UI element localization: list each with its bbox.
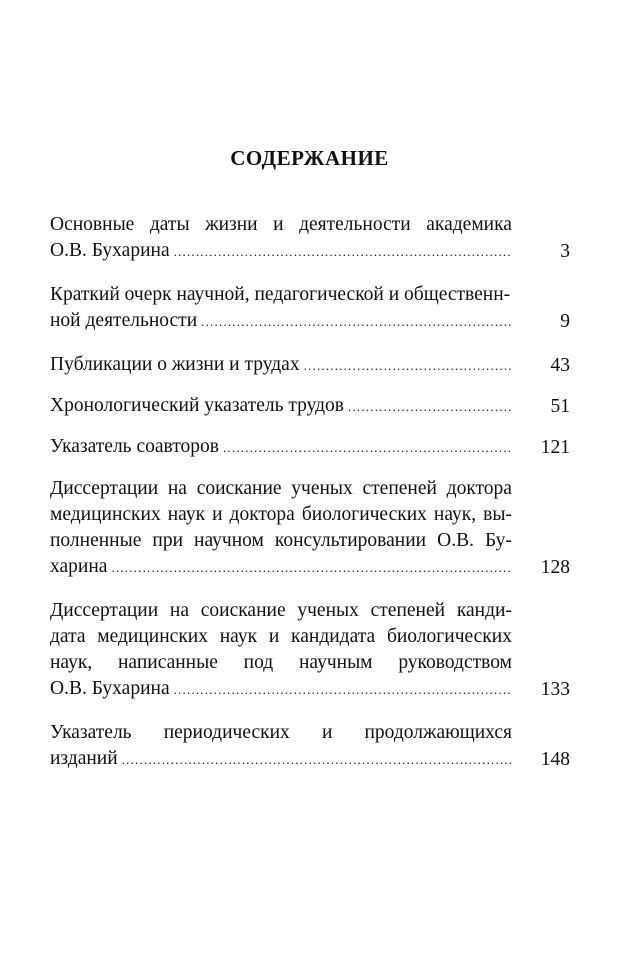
toc-page-number: 51 xyxy=(550,396,570,417)
toc-entry-word: ученых xyxy=(297,600,359,621)
toc-entry xyxy=(50,212,570,265)
toc-entry-word: руководством xyxy=(398,652,512,673)
toc-page-number: 43 xyxy=(550,355,570,376)
toc-entry-word: научным xyxy=(298,652,373,673)
toc-entry-line xyxy=(50,393,512,420)
toc-entry-word: биологических xyxy=(386,626,512,647)
toc-entry xyxy=(50,352,570,379)
toc-entry-word: деятельности xyxy=(299,214,411,235)
toc-entry-word: дата xyxy=(50,626,86,647)
toc-entry-word: доктора xyxy=(446,478,512,499)
toc-entry-word: Основные xyxy=(50,214,135,235)
toc-entry-word: и xyxy=(321,722,333,743)
toc-entry-text: Указатель соавторов xyxy=(50,436,219,457)
toc-entry-word: кандидата xyxy=(291,626,376,647)
toc-entry-word: периодических xyxy=(163,722,290,743)
toc-entry-word: наук xyxy=(167,504,206,525)
toc-entry-text: Хронологический указатель трудов xyxy=(50,395,345,416)
toc-entry-text: харина xyxy=(50,556,108,577)
toc-entry-line xyxy=(50,650,512,676)
toc-entry-word: степеней xyxy=(370,600,446,621)
toc-entry-word: наук, xyxy=(50,652,93,673)
toc-entry-word: вы- xyxy=(483,504,512,525)
toc-entry-word: Бу- xyxy=(484,530,512,551)
toc-entry-line xyxy=(50,598,512,624)
toc-entry xyxy=(50,598,570,703)
toc-entry-word: степеней xyxy=(362,478,437,499)
toc-entry-line xyxy=(50,282,512,308)
toc-page-number: 3 xyxy=(560,241,570,262)
toc-entry-line xyxy=(50,676,512,703)
toc-entry-line xyxy=(50,212,512,238)
toc-entry-word: при xyxy=(152,530,184,551)
toc-entry-word: соискание xyxy=(200,600,286,621)
toc-entry-word: под xyxy=(243,652,274,673)
toc-entry xyxy=(50,720,570,773)
toc-leader-dots xyxy=(122,747,512,773)
toc-page-number: 148 xyxy=(540,749,570,770)
toc-entry-line xyxy=(50,352,512,379)
toc-entry-word: полненные xyxy=(50,530,142,551)
toc-leader-dots xyxy=(174,239,512,265)
toc-entry xyxy=(50,476,570,581)
toc-entry-word: продолжающихся xyxy=(364,722,512,743)
toc-leader-dots xyxy=(201,309,512,335)
toc-entry-line xyxy=(50,746,512,773)
toc-entry-word: доктора xyxy=(229,504,295,525)
toc-entry-word: медицинских xyxy=(50,504,161,525)
toc-entry-word: написанные xyxy=(117,652,218,673)
toc-entry-line xyxy=(50,720,512,746)
toc-page-number: 128 xyxy=(540,557,570,578)
toc-entry-word: Диссертации xyxy=(50,600,159,621)
toc-entry-line xyxy=(50,434,512,461)
toc-page-number: 121 xyxy=(540,437,570,458)
toc-entry-word: медицинских xyxy=(97,626,208,647)
toc-entry-word: О.В. xyxy=(437,530,474,551)
toc-leader-dots xyxy=(111,555,512,581)
toc-entry-line xyxy=(50,308,512,335)
toc-entry-word: биологических xyxy=(301,504,427,525)
toc-entry-text: О.В. Бухарина xyxy=(50,678,170,699)
toc-page-number: 133 xyxy=(540,679,570,700)
toc-leader-dots xyxy=(223,435,512,461)
toc-entry-line xyxy=(50,624,512,650)
toc-entry-word: научном xyxy=(194,530,264,551)
toc-entry-word: на xyxy=(169,600,189,621)
toc-entry-word: на xyxy=(167,478,187,499)
toc-entry-line xyxy=(50,238,512,265)
toc-entry-line xyxy=(50,554,512,581)
toc-entry-word: наук xyxy=(219,626,258,647)
toc-leader-dots xyxy=(348,394,512,420)
toc-entry-text: изданий xyxy=(50,748,118,769)
toc-entry-word: канди- xyxy=(456,600,512,621)
toc-page-number: 9 xyxy=(560,311,570,332)
toc-leader-dots xyxy=(304,353,512,379)
toc-entry-word: и xyxy=(268,626,280,647)
toc-entry-word: наук, xyxy=(433,504,477,525)
toc-entry-line xyxy=(50,476,512,502)
toc-entry-text: Краткий очерк научной, педагогической и общественн- xyxy=(50,284,511,305)
toc-entry xyxy=(50,434,570,461)
toc-entry-word: Указатель xyxy=(50,722,132,743)
toc-entry-word: даты xyxy=(149,214,190,235)
toc-entry-line xyxy=(50,528,512,554)
toc-entry xyxy=(50,393,570,420)
toc-entry-word: Диссертации xyxy=(50,478,159,499)
toc-entry-word: академика xyxy=(426,214,512,235)
toc-entry-word: и xyxy=(212,504,223,525)
toc-leader-dots xyxy=(174,677,512,703)
toc-entry-text: ной деятельности xyxy=(50,310,198,331)
toc-entry-word: консультировании xyxy=(274,530,427,551)
toc-entry-line xyxy=(50,502,512,528)
toc-entry-text: О.В. Бухарина xyxy=(50,240,170,261)
table-of-contents xyxy=(50,212,570,773)
toc-entry-word: и xyxy=(273,214,284,235)
toc-entry-word: жизни xyxy=(205,214,258,235)
toc-entry-word: ученых xyxy=(291,478,353,499)
toc-entry xyxy=(50,282,570,335)
toc-entry-word: соискание xyxy=(196,478,282,499)
toc-title: СОДЕРЖАНИЕ xyxy=(230,146,389,170)
toc-entry-text: Публикации о жизни и трудах xyxy=(50,354,300,375)
